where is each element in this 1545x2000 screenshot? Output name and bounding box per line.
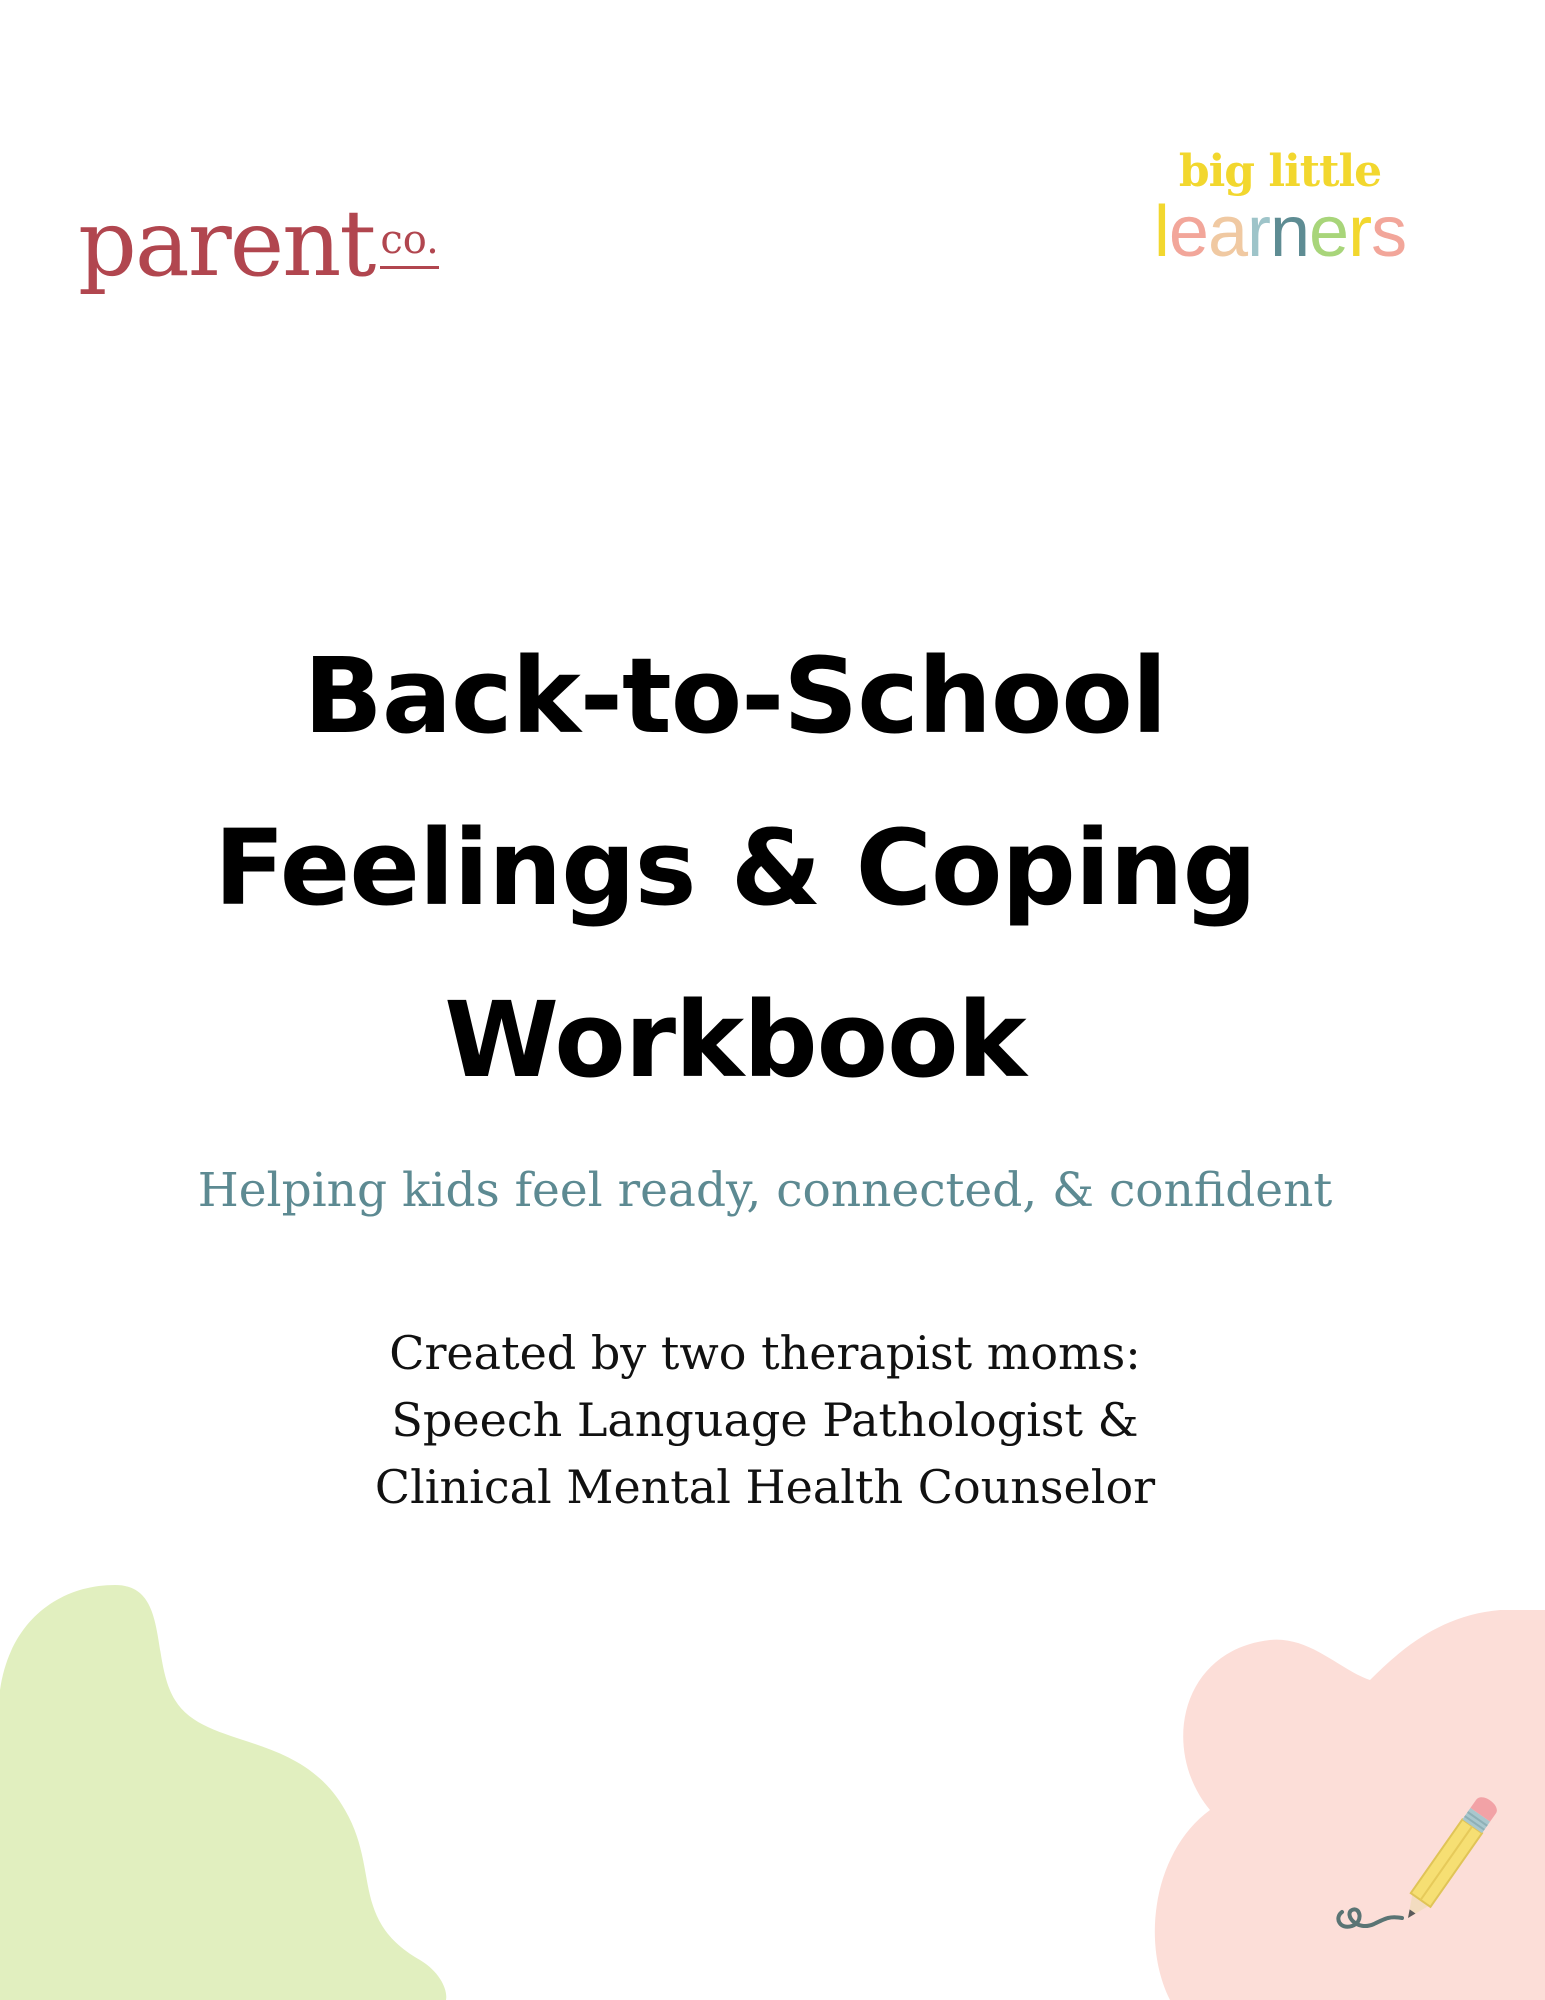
parent-logo-suffix: co. <box>380 217 439 263</box>
bll-logo-learners <box>1140 192 1420 272</box>
page-title <box>0 610 1470 1126</box>
parent-co-logo <box>78 170 439 297</box>
pencil-icon <box>1330 1790 1500 1940</box>
bll-letter: n <box>1270 192 1310 272</box>
bll-letter: e <box>1309 192 1349 272</box>
parent-logo-word: parent <box>78 190 375 297</box>
green-blob <box>0 1580 460 2000</box>
bll-letter: l <box>1153 192 1169 272</box>
big-little-learners-logo <box>1140 146 1420 272</box>
credits <box>0 1320 1530 1521</box>
bll-letter: e <box>1168 192 1208 272</box>
bll-letter: a <box>1207 192 1248 272</box>
title-line-1: Back-to-School <box>303 635 1167 757</box>
title-line-2: Feelings & Coping <box>213 807 1257 929</box>
credits-line-3: Clinical Mental Health Counselor <box>374 1460 1156 1514</box>
bll-letter: r <box>1247 192 1270 272</box>
credits-line-2: Speech Language Pathologist & <box>391 1393 1139 1447</box>
title-line-3: Workbook <box>444 979 1026 1101</box>
subtitle: Helping kids feel ready, connected, & confident <box>197 1163 1333 1218</box>
bll-letter: s <box>1371 192 1407 272</box>
bll-letter: r <box>1348 192 1372 272</box>
bll-logo-top: big little <box>1178 146 1382 197</box>
credits-line-1: Created by two therapist moms: <box>389 1326 1141 1380</box>
